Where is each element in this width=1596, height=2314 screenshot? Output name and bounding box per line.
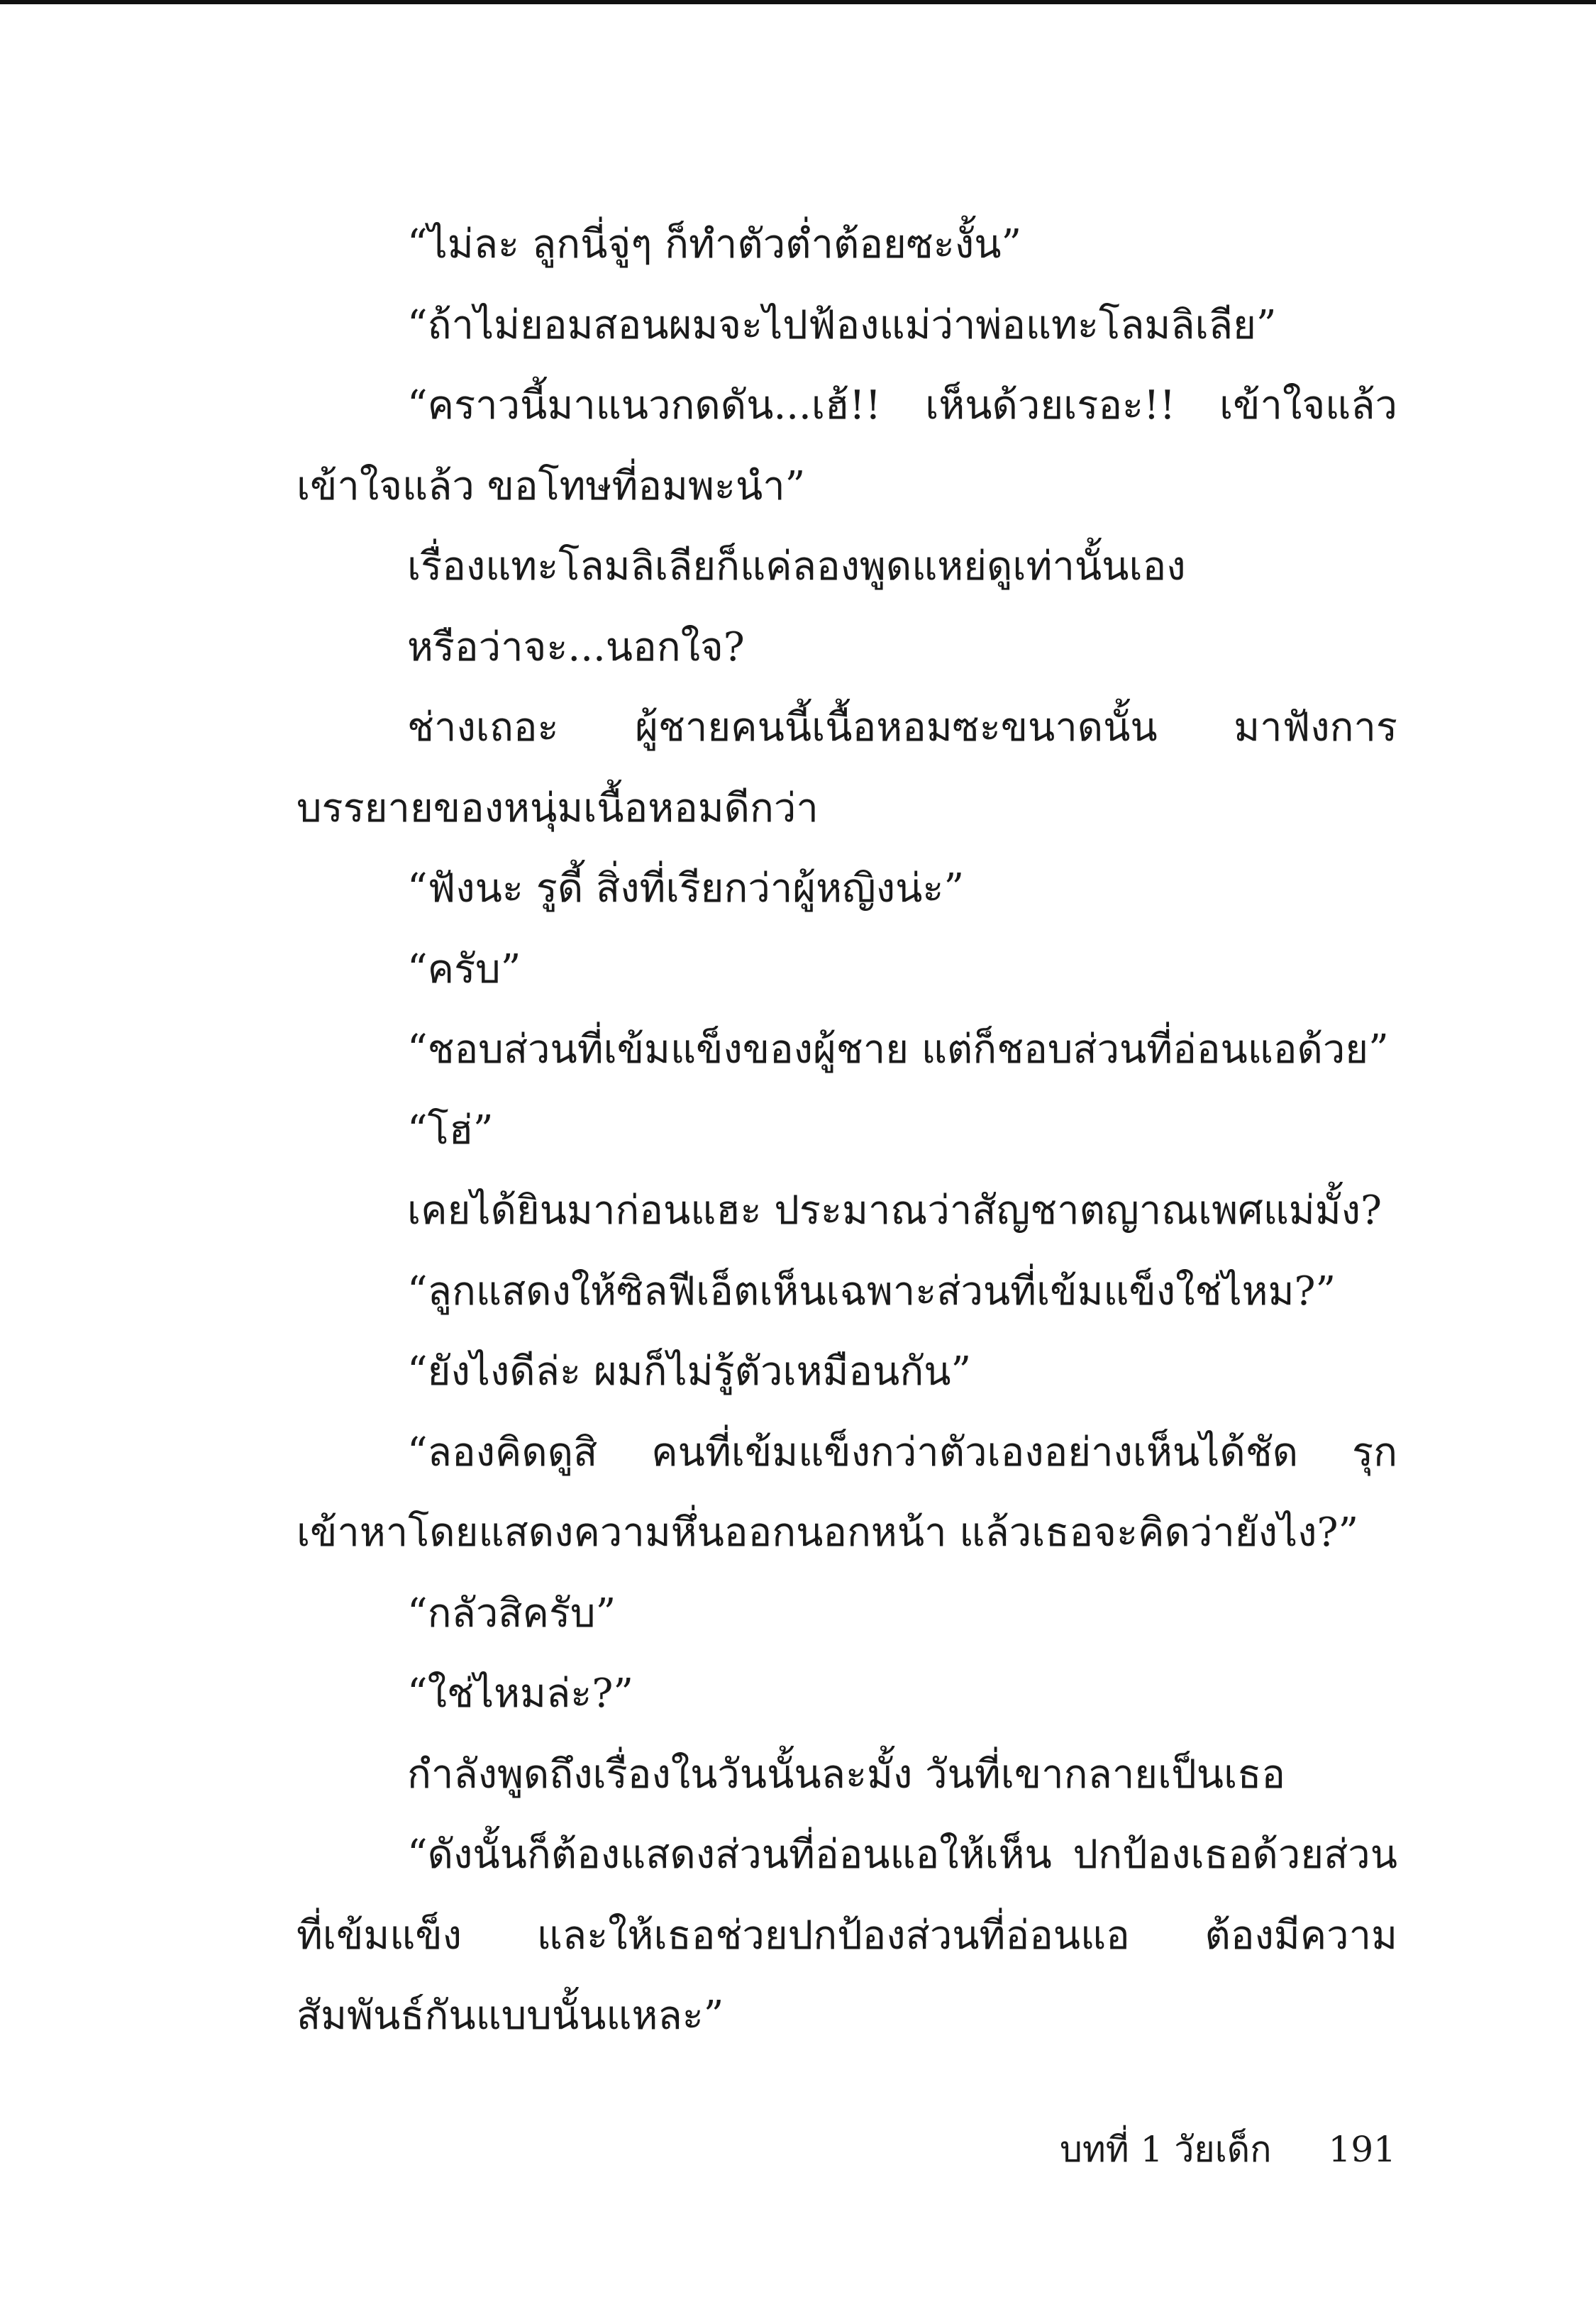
paragraph: “ใช่ไหมล่ะ?” (407, 1671, 634, 1717)
paragraph: “ไม่ละ ลูกนี่จู่ๆ ก็ทำตัวต่ำต้อยซะงั้น” (407, 221, 1022, 267)
paragraph: “คราวนี้มาแนวกดดัน...เฮ้!! เห็นด้วยเรอะ!! เข้าใจแล้ว เข้าใจแล้ว ขอโทษที่อมพะนำ” (297, 382, 1397, 509)
paragraph: “ชอบส่วนที่เข้มแข็งของผู้ชาย แต่ก็ชอบส่วนที่อ่อนแอด้วย” (407, 1026, 1389, 1073)
paragraph: “ถ้าไม่ยอมสอนผมจะไปฟ้องแม่ว่าพ่อแทะโลมลิเลีย” (407, 301, 1277, 348)
chapter-title: บทที่ 1 วัยเด็ก (1060, 2129, 1272, 2170)
paragraph: เคยได้ยินมาก่อนแฮะ ประมาณว่าสัญชาตญาณเพศแม่มั้ง? (407, 1188, 1382, 1234)
top-border-line (0, 0, 1596, 4)
paragraph: “ฟังนะ รูดี้ สิ่งที่เรียกว่าผู้หญิงน่ะ” (407, 865, 965, 912)
paragraph: เรื่องแทะโลมลิเลียก็แค่ลองพูดแหย่ดูเท่านั้นเอง (407, 543, 1186, 589)
paragraph: “ครับ” (407, 946, 521, 992)
paragraph: “ยังไงดีล่ะ ผมก็ไม่รู้ตัวเหมือนกัน” (407, 1349, 972, 1395)
paragraph: “กลัวสิครับ” (407, 1590, 616, 1637)
page-body (297, 204, 1397, 2056)
paragraph: “โฮ่” (407, 1107, 494, 1153)
paragraph: “ลูกแสดงให้ซิลฟีเอ็ตเห็นเฉพาะส่วนที่เข้มแข็งใช่ไหม?” (407, 1268, 1336, 1314)
page-footer (1060, 2121, 1396, 2178)
paragraph: “ลองคิดดูสิ คนที่เข้มแข็งกว่าตัวเองอย่างเห็นได้ชัด รุกเข้าหาโดยแสดงความหึ่นออกนอกหน้า แล้วเธอจะคิดว่ายังไง?” (297, 1429, 1397, 1556)
paragraph: ช่างเถอะ ผู้ชายคนนี้เนื้อหอมซะขนาดนั้น มาฟังการบรรยายของหนุ่มเนื้อหอมดีกว่า (297, 704, 1397, 831)
page-number: 191 (1328, 2129, 1396, 2170)
paragraph: กำลังพูดถึงเรื่องในวันนั้นละมั้ง วันที่เขากลายเป็นเธอ (407, 1751, 1286, 1798)
paragraph: หรือว่าจะ...นอกใจ? (407, 624, 745, 670)
paragraph: “ดังนั้นก็ต้องแสดงส่วนที่อ่อนแอให้เห็น ปกป้องเธอด้วยส่วนที่เข้มแข็ง และให้เธอช่วยปกป้องส่วนที่อ่อนแอ ต้องมีความสัมพันธ์กันแบบนั้นแหละ” (297, 1832, 1397, 2039)
